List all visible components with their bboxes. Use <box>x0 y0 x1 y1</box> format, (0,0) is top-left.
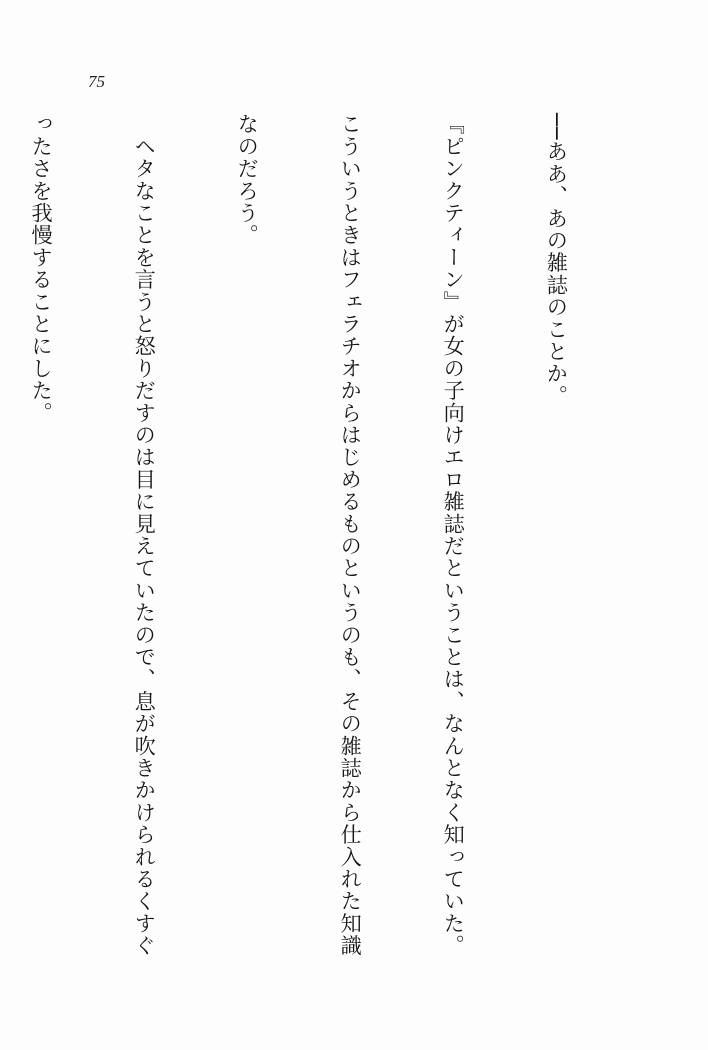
text-line: ったさを我慢することにした。 <box>29 113 55 424</box>
text-line: 『ピンクティーン』が女の子向けエロ雑誌だということは、なんとなく知っていた。 <box>441 113 467 957</box>
page-number: 75 <box>88 72 105 91</box>
text-line: こういうときはフェラチオからはじめるものというのも、その雑誌から仕入れた知識 <box>338 113 364 957</box>
text-line: ──ああ、あの雑誌のことか。 <box>544 113 570 407</box>
vertical-body-text <box>0 113 642 993</box>
text-line: なのだろう。 <box>235 113 261 247</box>
text-line: ヘタなことを言うと怒りだすのは目に見えていたので、息が吹きかけられるくすぐ <box>132 113 158 957</box>
